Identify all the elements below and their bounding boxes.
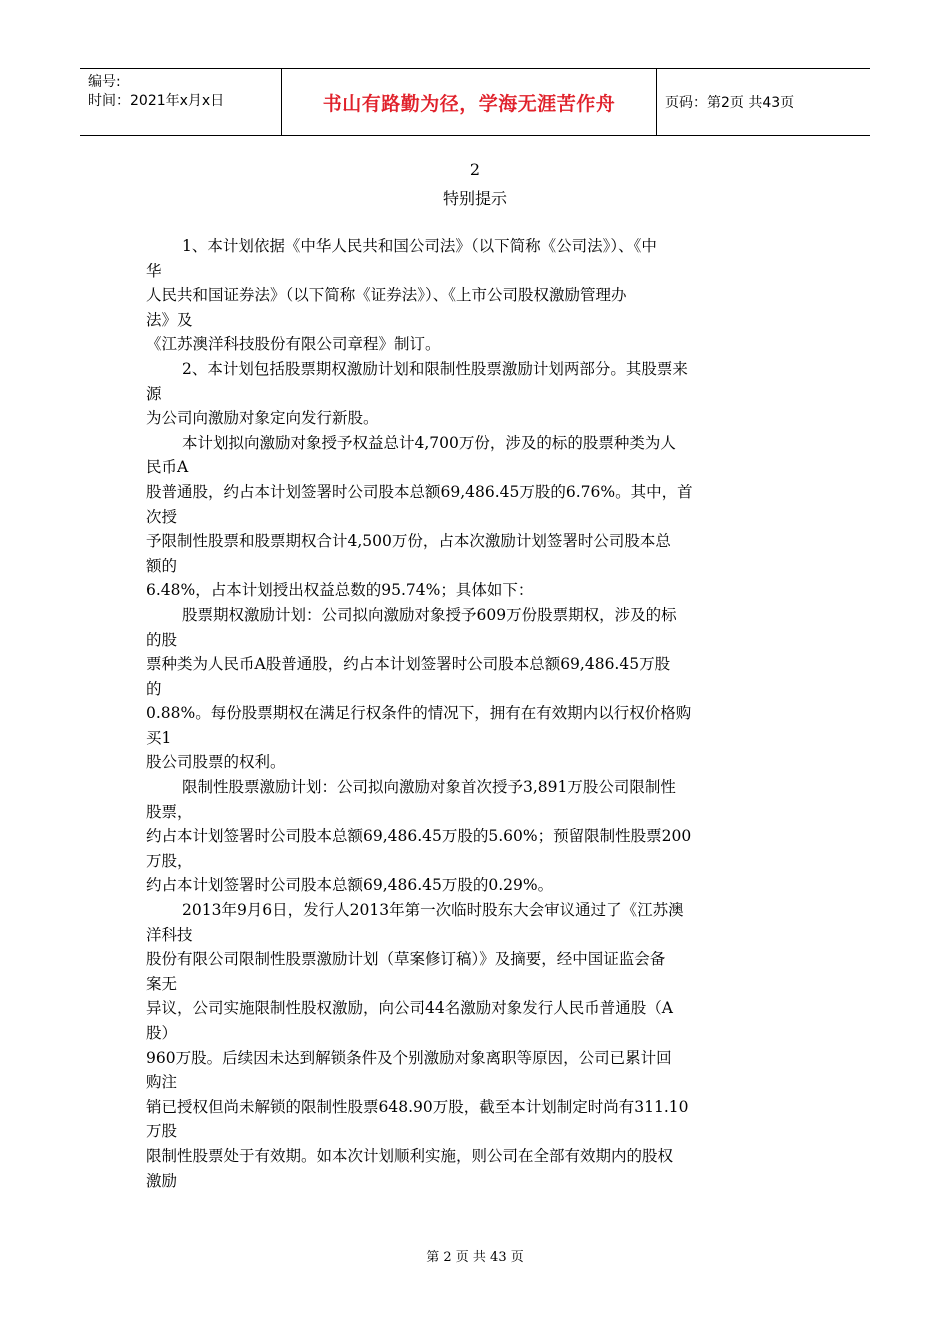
text-line: 股票，	[146, 802, 193, 821]
text-line: 买1	[146, 728, 172, 747]
text-line: 额的	[146, 556, 178, 575]
text-line: 予限制性股票和股票期权合计4,500万份，占本次激励计划签署时公司股本总	[146, 532, 671, 551]
motto-text: 书山有路勤为径，学海无涯苦作舟	[322, 92, 616, 115]
text-line: 0.88%。每份股票期权在满足行权条件的情况下，拥有在有效期内以行权价格购	[146, 704, 692, 723]
header-motto-cell	[282, 69, 657, 135]
text-line: 2、本计划包括股票期权激励计划和限制性股票激励计划两部分。其股票来	[182, 359, 688, 378]
text-line: 1、本计划依据《中华人民共和国公司法》（以下简称《公司法》）、《中	[182, 237, 657, 255]
text-line: 2013年9月6日，发行人2013年第一次临时股东大会审议通过了《江苏澳	[182, 901, 684, 920]
text-line: 约占本计划签署时公司股本总额69,486.45万股的5.60%；预留限制性股票200	[146, 827, 692, 846]
text-line: 案无	[146, 974, 178, 993]
text-line: 960万股。后续因未达到解锁条件及个别激励对象离职等原因，公司已累计回	[146, 1048, 672, 1067]
text-line: 股份有限公司限制性股票激励计划（草案修订稿）》及摘要，经中国证监会备	[146, 950, 666, 969]
page-footer: 第 2 页 共 43 页	[426, 1250, 524, 1265]
text-line: 股）	[146, 1024, 178, 1042]
text-line: 的	[146, 679, 162, 698]
time-label: 时间：2021年x月x日	[88, 93, 225, 109]
text-line: 限制性股票处于有效期。如本次计划顺利实施，则公司在全部有效期内的股权	[146, 1146, 674, 1165]
text-line: 销已授权但尚未解锁的限制性股票648.90万股，截至本计划制定时尚有311.10	[146, 1097, 689, 1116]
text-line: 源	[146, 384, 162, 403]
text-line: 异议，公司实施限制性股权激励，向公司44名激励对象发行人民币普通股（A	[146, 999, 673, 1018]
text-line: 《江苏澳洋科技股份有限公司章程》制订。	[146, 335, 441, 354]
body-text	[146, 234, 806, 1193]
text-line: 股票期权激励计划：公司拟向激励对象授予609万份股票期权，涉及的标	[182, 605, 677, 624]
text-line: 购注	[146, 1073, 178, 1092]
text-line: 股公司股票的权利。	[146, 753, 286, 772]
text-line: 票种类为人民币A股普通股，约占本计划签署时公司股本总额69,486.45万股	[146, 655, 671, 674]
section-title: 特别提示	[442, 189, 507, 208]
text-line: 民币A	[146, 458, 189, 477]
header-meta-cell	[80, 69, 282, 135]
text-line: 次授	[146, 507, 178, 526]
text-line: 洋科技	[146, 925, 193, 944]
text-line: 万股	[146, 1122, 178, 1141]
text-line: 限制性股票激励计划：公司拟向激励对象首次授予3,891万股公司限制性	[182, 778, 676, 797]
text-line: 约占本计划签署时公司股本总额69,486.45万股的0.29%。	[146, 876, 554, 895]
text-line: 激励	[146, 1171, 178, 1190]
text-line: 股普通股，约占本计划签署时公司股本总额69,486.45万股的6.76%。其中，首	[146, 482, 693, 501]
page-info: 页码：第2页 共43页	[665, 95, 795, 111]
text-line: 的股	[146, 630, 178, 649]
code-label: 编号:	[88, 74, 121, 90]
text-line: 本计划拟向激励对象授予权益总计4,700万份，涉及的标的股票种类为人	[182, 433, 676, 452]
text-line: 华	[146, 261, 162, 280]
text-line: 为公司向激励对象定向发行新股。	[146, 409, 379, 428]
text-line: 6.48%，占本计划授出权益总数的95.74%；具体如下：	[146, 581, 534, 600]
page-number: 2	[469, 160, 481, 179]
document-header	[80, 68, 870, 136]
text-line: 万股，	[146, 851, 193, 870]
text-line: 人民共和国证券法》（以下简称《证券法》）、《上市公司股权激励管理办	[146, 286, 627, 305]
text-line: 法》及	[146, 310, 193, 329]
header-page-cell	[657, 69, 870, 135]
